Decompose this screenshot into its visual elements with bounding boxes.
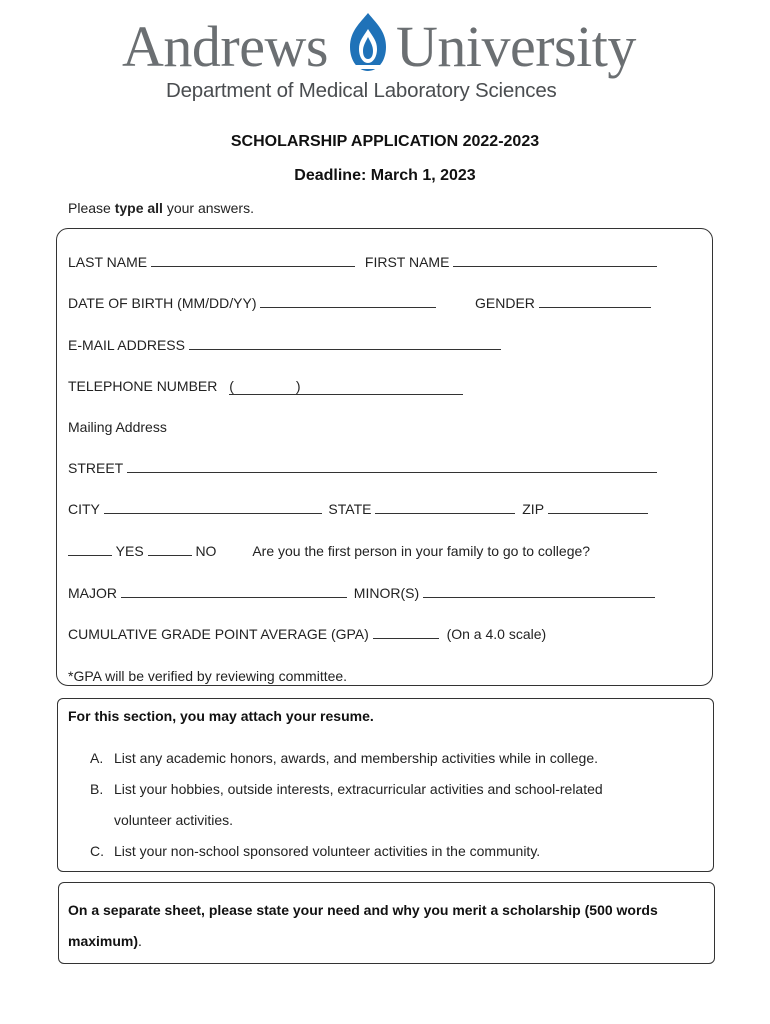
list-item-letter: B. — [90, 781, 104, 797]
list-item-text: volunteer activities. — [114, 812, 234, 828]
list-item — [90, 843, 540, 859]
major-label: MAJOR — [68, 585, 117, 601]
zip-field[interactable] — [548, 501, 648, 514]
gender-row — [475, 295, 651, 311]
yes-field[interactable] — [68, 543, 112, 556]
yes-label: YES — [115, 543, 144, 559]
minor-label: MINOR(S) — [353, 585, 420, 601]
street-label: STREET — [68, 460, 123, 476]
dob-field[interactable] — [260, 295, 436, 308]
gpa-label: CUMULATIVE GRADE POINT AVERAGE (GPA) — [68, 626, 369, 642]
gender-label: GENDER — [475, 295, 535, 311]
telephone-label: TELEPHONE NUMBER — [68, 378, 218, 394]
city-label: CITY — [68, 501, 100, 517]
department-name: Department of Medical Laboratory Sciences — [166, 79, 557, 102]
zip-label: ZIP — [522, 501, 544, 517]
email-row — [68, 337, 501, 353]
list-item — [90, 781, 603, 797]
no-label: NO — [195, 543, 217, 559]
logo-text-left: Andrews — [122, 14, 328, 79]
list-item-text: List your hobbies, outside interests, extracurricular activities and school-related — [114, 781, 603, 797]
mailing-address-label: Mailing Address — [68, 419, 167, 435]
first-gen-question: Are you the first person in your family to go to college? — [252, 543, 591, 559]
street-row — [68, 460, 657, 476]
essay-tail: . — [138, 933, 142, 949]
last-name-label: LAST NAME — [68, 254, 148, 270]
city-field[interactable] — [104, 501, 322, 514]
header — [0, 8, 770, 108]
flame-logo-icon — [346, 11, 390, 75]
instructions — [68, 200, 254, 216]
dob-label: DATE OF BIRTH (MM/DD/YY) — [68, 295, 257, 311]
name-row — [68, 254, 657, 270]
last-name-field[interactable] — [151, 254, 355, 267]
essay-text: On a separate sheet, please state your need and why you merit a scholarship (500 words maximum) — [68, 902, 658, 949]
major-row — [68, 585, 655, 601]
major-field[interactable] — [121, 585, 347, 598]
form-title: SCHOLARSHIP APPLICATION 2022-2023 — [230, 133, 540, 150]
telephone-field[interactable] — [229, 378, 462, 395]
state-field[interactable] — [375, 501, 515, 514]
list-item — [90, 812, 233, 828]
gpa-note: *GPA will be verified by reviewing committee. — [68, 668, 348, 684]
email-field[interactable] — [189, 337, 501, 350]
instructions-emphasis: type all — [114, 200, 163, 216]
gpa-scale: (On a 4.0 scale) — [446, 626, 547, 642]
state-label: STATE — [328, 501, 372, 517]
first-gen-row — [68, 543, 590, 559]
street-field[interactable] — [127, 460, 657, 473]
gpa-row — [68, 626, 546, 642]
gpa-field[interactable] — [373, 626, 439, 639]
list-item-text: List any academic honors, awards, and membership activities while in college. — [114, 750, 599, 766]
first-name-label: FIRST NAME — [364, 254, 450, 270]
city-row — [68, 501, 648, 517]
email-label: E-MAIL ADDRESS — [68, 337, 185, 353]
telephone-close-paren: ) — [295, 378, 301, 394]
no-field[interactable] — [148, 543, 192, 556]
minor-field[interactable] — [423, 585, 655, 598]
telephone-open-paren: ( — [229, 378, 234, 394]
list-item-text: List your non-school sponsored volunteer activities in the community. — [114, 843, 541, 859]
instructions-prefix: Please — [68, 200, 115, 216]
deadline: Deadline: March 1, 2023 — [294, 167, 476, 184]
logo-text-right: University — [396, 14, 636, 79]
list-item — [90, 750, 598, 766]
essay-instructions — [68, 895, 708, 957]
resume-section-heading: For this section, you may attach your resume. — [68, 708, 374, 724]
list-item-letter: A. — [90, 750, 104, 766]
instructions-suffix: your answers. — [162, 200, 254, 216]
dob-row — [68, 295, 436, 311]
first-name-field[interactable] — [453, 254, 657, 267]
gender-field[interactable] — [539, 295, 651, 308]
list-item-letter: C. — [90, 843, 104, 859]
telephone-row — [68, 378, 463, 395]
